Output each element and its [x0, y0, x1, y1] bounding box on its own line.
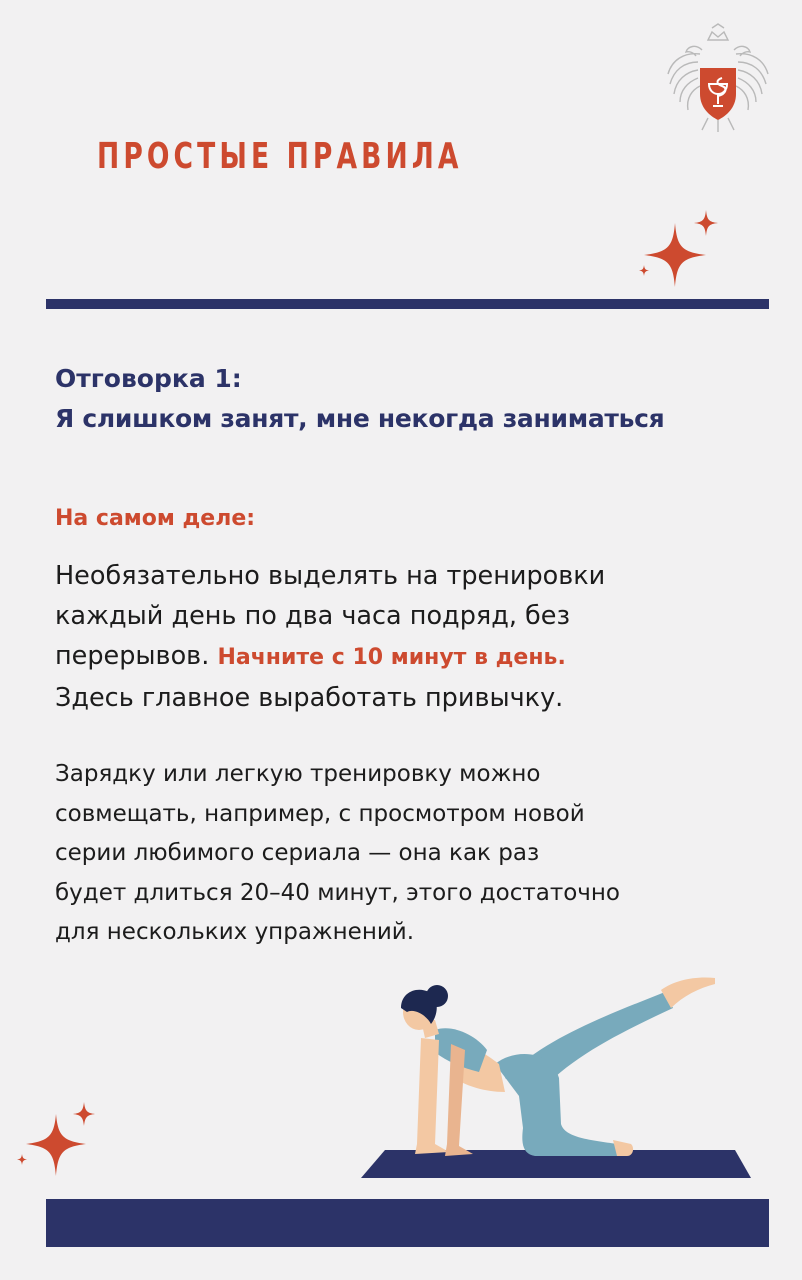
- sparkle-icon: [628, 205, 728, 295]
- paragraph-line: будет длиться 20–40 минут, этого достаточно: [55, 879, 621, 906]
- paragraph-line: для нескольких упражнений.: [55, 919, 415, 945]
- reality-paragraph-1: [55, 556, 775, 718]
- paragraph-line: Здесь главное выработать привычку.: [55, 683, 564, 713]
- excuse-text: Я слишком занят, мне некогда заниматься: [55, 404, 665, 433]
- page-title: ПРОСТЫЕ ПРАВИЛА: [97, 136, 463, 177]
- reality-paragraph-2: [55, 755, 775, 953]
- paragraph-line: каждый день по два часа подряд, без: [55, 601, 571, 631]
- yoga-woman-illustration: [355, 968, 755, 1183]
- paragraph-line: серии любимого сериала — она как раз: [55, 840, 540, 866]
- sparkle-icon: [10, 1098, 105, 1183]
- paragraph-line: Необязательно выделять на тренировки: [55, 561, 606, 591]
- reality-label: На самом деле:: [55, 506, 256, 531]
- paragraph-line: [55, 636, 775, 678]
- bottom-bar: [46, 1199, 769, 1247]
- highlight-text: Начните с 10 минут в день.: [217, 645, 566, 670]
- excuse-label: Отговорка 1:: [55, 364, 242, 393]
- emblem-icon: [664, 22, 772, 134]
- paragraph-line: совмещать, например, с просмотром новой: [55, 800, 585, 827]
- paragraph-line: Зарядку или легкую тренировку можно: [55, 761, 541, 787]
- paragraph-text: перерывов.: [55, 641, 218, 671]
- top-divider: [46, 299, 769, 309]
